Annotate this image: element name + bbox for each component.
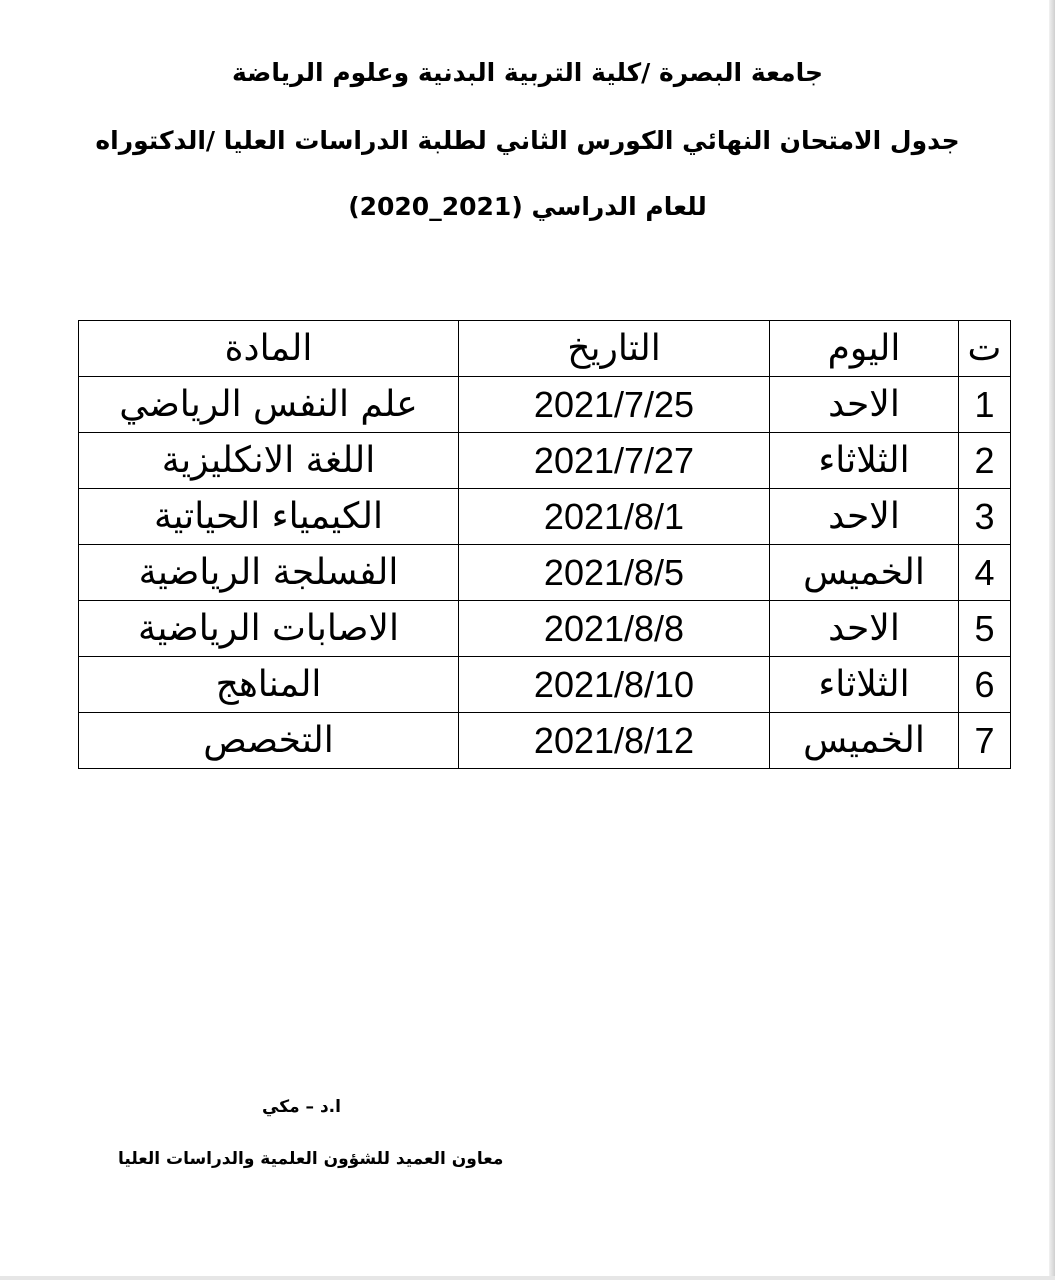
exam-schedule-table	[78, 320, 1011, 769]
row-date: 2021/8/12	[459, 713, 770, 769]
table-row	[79, 489, 1011, 545]
column-header-date: التاريخ	[459, 321, 770, 377]
row-day: الاحد	[770, 489, 959, 545]
row-day: الخميس	[770, 545, 959, 601]
row-date: 2021/8/8	[459, 601, 770, 657]
column-header-day: اليوم	[770, 321, 959, 377]
column-header-number: ت	[959, 321, 1011, 377]
row-date: 2021/7/25	[459, 377, 770, 433]
document-heading-schedule-title: جدول الامتحان النهائي الكورس الثاني لطلبة الدراسات العليا /الدكتوراه	[95, 126, 960, 155]
table-row	[79, 433, 1011, 489]
table-row	[79, 545, 1011, 601]
row-subject: المناهج	[79, 657, 459, 713]
row-date: 2021/8/1	[459, 489, 770, 545]
row-subject: الاصابات الرياضية	[79, 601, 459, 657]
table-row	[79, 377, 1011, 433]
row-number: 5	[959, 601, 1011, 657]
table-header-row	[79, 321, 1011, 377]
row-subject: الكيمياء الحياتية	[79, 489, 459, 545]
row-day: الثلاثاء	[770, 657, 959, 713]
row-date: 2021/8/10	[459, 657, 770, 713]
row-date: 2021/7/27	[459, 433, 770, 489]
row-number: 6	[959, 657, 1011, 713]
row-day: الاحد	[770, 601, 959, 657]
table-row	[79, 657, 1011, 713]
page-edge-bottom	[0, 1276, 1055, 1280]
row-subject: التخصص	[79, 713, 459, 769]
document-heading-academic-year: للعام الدراسي (2021_2020)	[348, 192, 707, 221]
table-row	[79, 713, 1011, 769]
row-number: 3	[959, 489, 1011, 545]
row-number: 4	[959, 545, 1011, 601]
row-day: الثلاثاء	[770, 433, 959, 489]
row-number: 1	[959, 377, 1011, 433]
signatory-title: معاون العميد للشؤون العلمية والدراسات العليا	[118, 1149, 504, 1169]
row-subject: اللغة الانكليزية	[79, 433, 459, 489]
column-header-subject: المادة	[79, 321, 459, 377]
row-number: 7	[959, 713, 1011, 769]
row-date: 2021/8/5	[459, 545, 770, 601]
row-subject: علم النفس الرياضي	[79, 377, 459, 433]
row-day: الخميس	[770, 713, 959, 769]
document-heading-university: جامعة البصرة /كلية التربية البدنية وعلوم الرياضة	[232, 58, 823, 87]
table-row	[79, 601, 1011, 657]
signatory-name: ا.د – مكي	[262, 1097, 341, 1117]
row-number: 2	[959, 433, 1011, 489]
row-subject: الفسلجة الرياضية	[79, 545, 459, 601]
row-day: الاحد	[770, 377, 959, 433]
